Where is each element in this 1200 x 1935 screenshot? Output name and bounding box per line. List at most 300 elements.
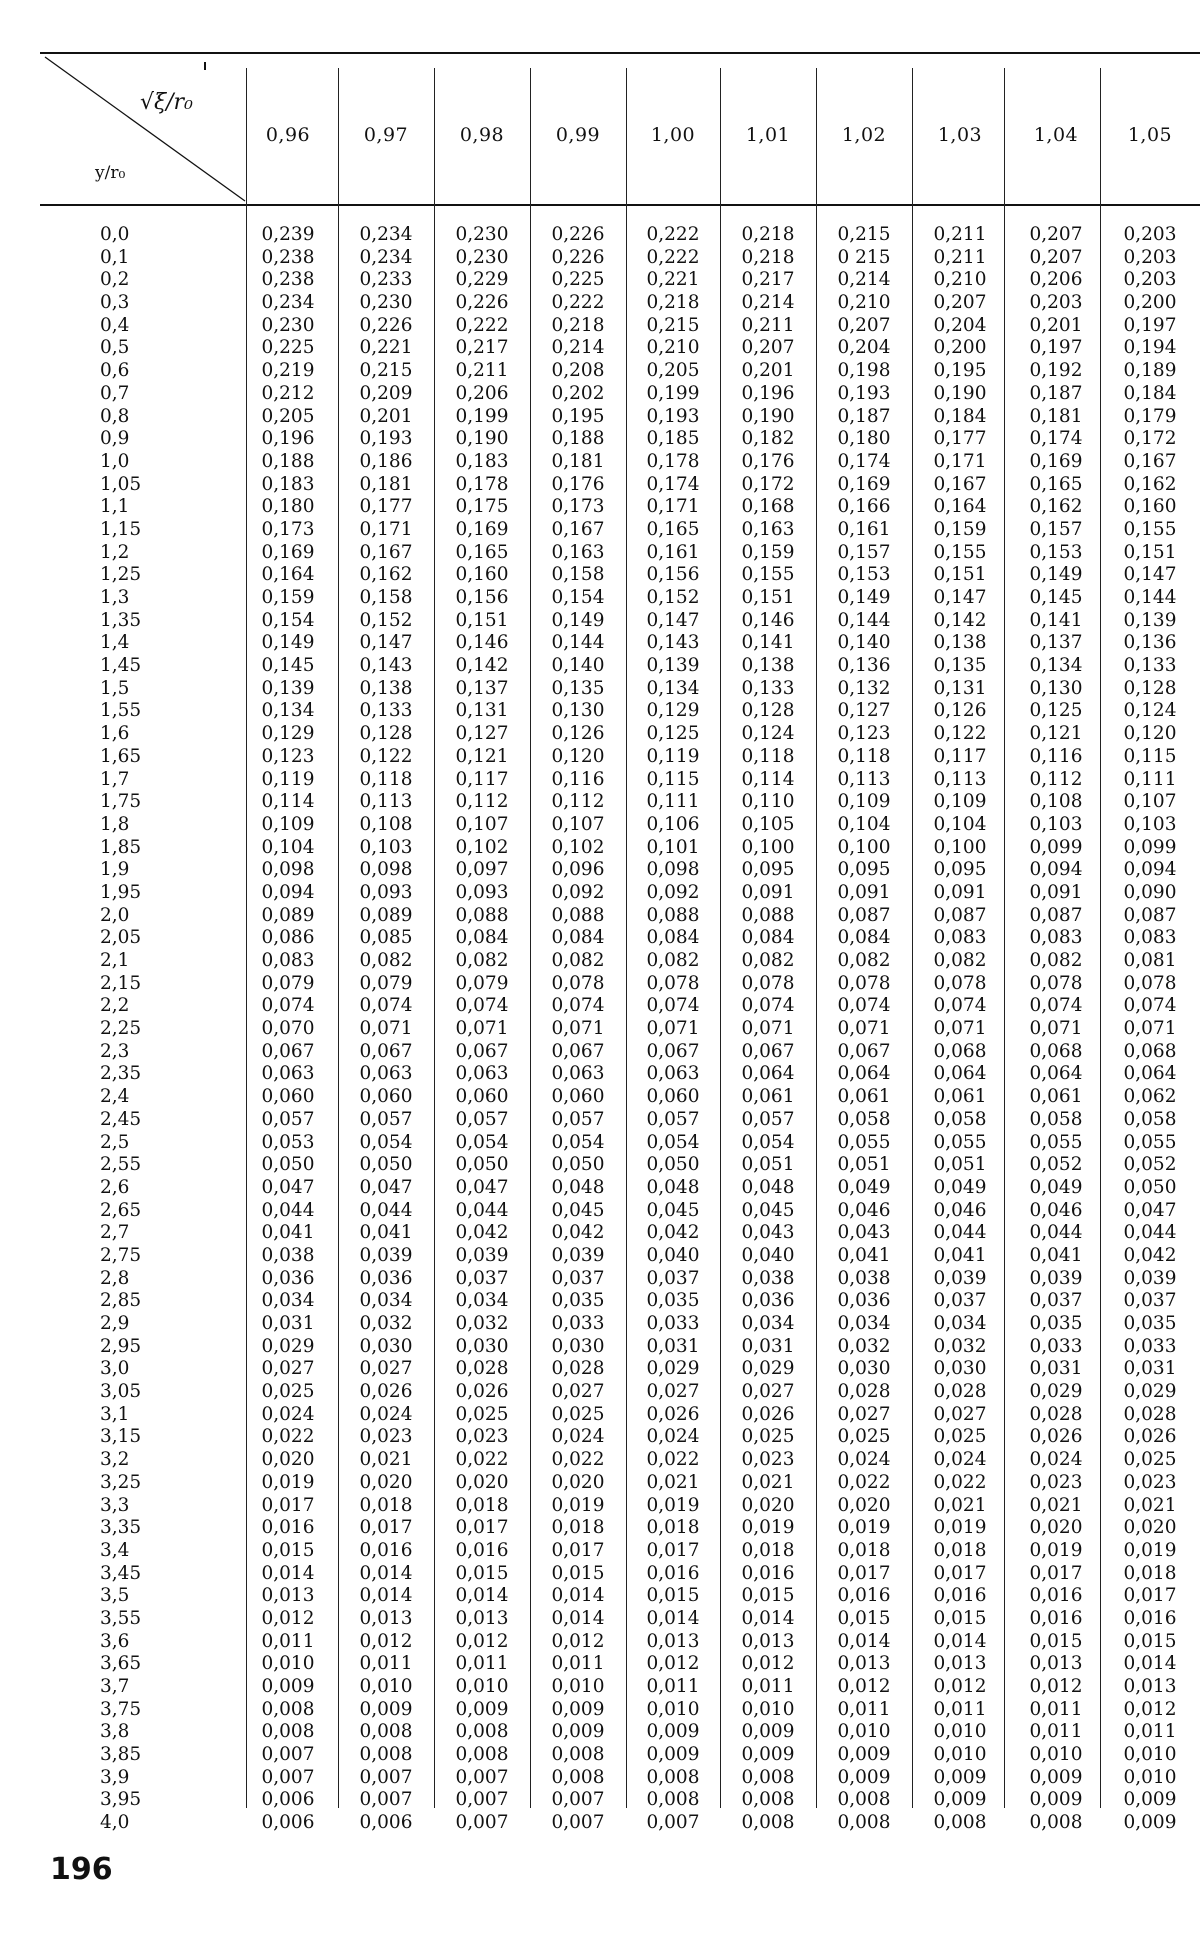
table-cell: 0,044 [1029, 1222, 1083, 1244]
table-cell: 0,222 [646, 246, 700, 268]
table-cell: 0,051 [741, 1154, 795, 1176]
row-label: 2,2 [100, 995, 130, 1017]
table-cell: 0,177 [359, 496, 413, 518]
table-cell: 0,037 [933, 1290, 987, 1312]
table-cell: 0,202 [551, 382, 605, 404]
table-cell: 0,064 [837, 1063, 891, 1085]
row-label: 3,95 [100, 1789, 142, 1811]
table-cell: 0,207 [1029, 224, 1083, 245]
column-header: 1,01 [745, 124, 791, 146]
table-cell: 0,117 [933, 745, 987, 767]
row-label: 2,25 [100, 1018, 142, 1040]
table-cell: 0,086 [261, 927, 315, 949]
table-cell: 0,204 [837, 337, 891, 359]
table-cell: 0,234 [261, 292, 315, 314]
table-cell: 0,022 [933, 1471, 987, 1493]
table-cell: 0,091 [837, 881, 891, 903]
table-cell: 0,009 [837, 1744, 891, 1766]
table-cell: 0,054 [646, 1131, 700, 1153]
table-cell: 0,084 [551, 927, 605, 949]
table-cell: 0,012 [359, 1630, 413, 1652]
table-cell: 0,028 [837, 1381, 891, 1403]
table-cell: 0,028 [455, 1358, 509, 1380]
table-cell: 0,048 [551, 1176, 605, 1198]
table-cell: 0,009 [455, 1698, 509, 1720]
table-cell: 0,082 [1029, 950, 1083, 971]
table-cell: 0,234 [359, 246, 413, 268]
table-cell: 0,046 [933, 1199, 987, 1221]
table-cell: 0,022 [455, 1449, 509, 1471]
table-cell: 0,074 [455, 995, 509, 1017]
table-cell: 0,172 [741, 473, 795, 495]
column-header: 1,03 [937, 124, 983, 146]
table-cell: 0,018 [933, 1539, 987, 1561]
row-label: 0,7 [100, 382, 130, 404]
table-cell: 0,017 [837, 1562, 891, 1584]
row-label: 2,0 [100, 904, 130, 926]
table-cell: 0,044 [933, 1222, 987, 1244]
table-cell: 0,020 [551, 1471, 605, 1493]
table-cell: 0,020 [1029, 1517, 1083, 1539]
table-cell: 0,203 [1123, 224, 1177, 245]
table-cell: 0,071 [1123, 1018, 1177, 1040]
table-cell: 0,028 [551, 1358, 605, 1380]
row-label: 1,1 [100, 496, 130, 518]
table-cell: 0,010 [359, 1676, 413, 1697]
table-cell: 0,064 [933, 1063, 987, 1085]
table-cell: 0,230 [455, 246, 509, 268]
table-cell: 0,016 [837, 1585, 891, 1607]
table-cell: 0,057 [261, 1108, 315, 1130]
table-cell: 0,234 [359, 224, 413, 245]
table-cell: 0,233 [359, 269, 413, 291]
table-cell: 0,020 [1123, 1517, 1177, 1539]
table-cell: 0,042 [551, 1222, 605, 1244]
table-cell: 0,211 [933, 224, 987, 245]
table-cell: 0,008 [933, 1812, 987, 1834]
table-cell: 0,173 [551, 496, 605, 518]
table-cell: 0,010 [741, 1698, 795, 1720]
table-cell: 0,022 [261, 1426, 315, 1448]
table-cell: 0,012 [261, 1607, 315, 1629]
table-cell: 0,089 [261, 904, 315, 926]
table-cell: 0,083 [933, 927, 987, 949]
table-cell: 0,214 [741, 292, 795, 314]
row-label: 1,3 [100, 587, 130, 608]
row-label: 1,2 [100, 541, 130, 563]
table-cell: 0,103 [1123, 813, 1177, 835]
table-cell: 0,226 [551, 246, 605, 268]
table-cell: 0,036 [837, 1290, 891, 1312]
table-cell: 0,087 [1029, 904, 1083, 926]
table-cell: 0,006 [261, 1812, 315, 1834]
table-cell: 0,050 [359, 1154, 413, 1176]
table-cell: 0,018 [837, 1539, 891, 1561]
table-cell: 0 215 [837, 246, 891, 268]
table-cell: 0,139 [646, 655, 700, 677]
table-cell: 0,011 [837, 1698, 891, 1720]
table-cell: 0,084 [837, 927, 891, 949]
table-cell: 0,011 [261, 1630, 315, 1652]
table-cell: 0,074 [837, 995, 891, 1017]
table-cell: 0,033 [1029, 1335, 1083, 1357]
data-column [918, 224, 1002, 1835]
table-cell: 0,187 [1029, 382, 1083, 404]
table-cell: 0,091 [933, 881, 987, 903]
table-cell: 0,127 [837, 700, 891, 722]
table-cell: 0,036 [261, 1267, 315, 1289]
table-cell: 0,146 [741, 609, 795, 631]
table-cell: 0,149 [1029, 564, 1083, 586]
row-label: 1,15 [100, 518, 142, 540]
table-cell: 0,012 [933, 1676, 987, 1697]
table-cell: 0,083 [1123, 927, 1177, 949]
table-cell: 0,078 [837, 972, 891, 994]
table-cell: 0,230 [455, 224, 509, 245]
table-cell: 0,114 [741, 768, 795, 790]
table-cell: 0,087 [1123, 904, 1177, 926]
row-label: 3,45 [100, 1562, 142, 1584]
table-cell: 0,043 [741, 1222, 795, 1244]
table-cell: 0,011 [1123, 1721, 1177, 1743]
table-cell: 0,103 [359, 836, 413, 858]
table-cell: 0,035 [646, 1290, 700, 1312]
table-cell: 0,058 [1123, 1108, 1177, 1130]
table-cell: 0,026 [646, 1403, 700, 1425]
table-cell: 0,124 [1123, 700, 1177, 722]
table-cell: 0,139 [261, 677, 315, 699]
table-cell: 0,030 [837, 1358, 891, 1380]
table-cell: 0,044 [455, 1199, 509, 1221]
table-cell: 0,135 [551, 677, 605, 699]
table-cell: 0,011 [933, 1698, 987, 1720]
table-cell: 0,012 [551, 1630, 605, 1652]
table-cell: 0,071 [359, 1018, 413, 1040]
table-cell: 0,130 [551, 700, 605, 722]
table-cell: 0,013 [837, 1653, 891, 1675]
table-cell: 0,214 [551, 337, 605, 359]
table-cell: 0,152 [646, 587, 700, 608]
data-column [822, 224, 906, 1835]
table-cell: 0,032 [359, 1313, 413, 1334]
table-cell: 0,185 [646, 428, 700, 450]
table-cell: 0,042 [455, 1222, 509, 1244]
table-cell: 0,058 [933, 1108, 987, 1130]
table-cell: 0,145 [1029, 587, 1083, 608]
table-cell: 0,014 [455, 1585, 509, 1607]
table-cell: 0,068 [1123, 1040, 1177, 1062]
table-cell: 0,128 [1123, 677, 1177, 699]
table-cell: 0,144 [551, 632, 605, 654]
table-cell: 0,017 [359, 1517, 413, 1539]
table-cell: 0,021 [646, 1471, 700, 1493]
table-cell: 0,091 [1029, 881, 1083, 903]
table-cell: 0,008 [837, 1789, 891, 1811]
table-cell: 0,014 [646, 1607, 700, 1629]
table-cell: 0,156 [455, 587, 509, 608]
table-cell: 0,207 [1029, 246, 1083, 268]
table-cell: 0,027 [741, 1381, 795, 1403]
table-cell: 0,019 [646, 1494, 700, 1516]
table-cell: 0,068 [933, 1040, 987, 1062]
table-cell: 0,161 [646, 541, 700, 563]
row-label: 0,0 [100, 224, 130, 245]
table-cell: 0,037 [1029, 1290, 1083, 1312]
table-cell: 0,225 [261, 337, 315, 359]
table-cell: 0,141 [741, 632, 795, 654]
table-cell: 0,230 [261, 314, 315, 336]
row-label: 1,5 [100, 677, 130, 699]
column-separator [434, 68, 435, 1808]
table-cell: 0,013 [455, 1607, 509, 1629]
row-label: 2,05 [100, 927, 142, 949]
table-cell: 0,199 [646, 382, 700, 404]
table-cell: 0,104 [933, 813, 987, 835]
table-cell: 0,039 [1029, 1267, 1083, 1289]
table-cell: 0,010 [933, 1721, 987, 1743]
table-cell: 0,142 [455, 655, 509, 677]
table-cell: 0,138 [741, 655, 795, 677]
table-cell: 0,238 [261, 246, 315, 268]
table-cell: 0,126 [933, 700, 987, 722]
table-cell: 0,029 [1029, 1381, 1083, 1403]
table-cell: 0,025 [741, 1426, 795, 1448]
corner-diagonal [0, 0, 260, 210]
table-cell: 0,088 [551, 904, 605, 926]
row-label: 1,65 [100, 745, 142, 767]
table-cell: 0,021 [359, 1449, 413, 1471]
table-cell: 0,190 [741, 405, 795, 427]
table-cell: 0,100 [837, 836, 891, 858]
table-cell: 0,049 [933, 1176, 987, 1198]
corner-bottom-label: y/r₀ [95, 163, 126, 183]
row-label: 1,0 [100, 450, 130, 472]
row-label: 2,85 [100, 1290, 142, 1312]
table-cell: 0,193 [837, 382, 891, 404]
table-cell: 0,179 [1123, 405, 1177, 427]
table-cell: 0,027 [551, 1381, 605, 1403]
table-cell: 0,078 [741, 972, 795, 994]
table-cell: 0,019 [261, 1471, 315, 1493]
table-cell: 0,094 [1123, 859, 1177, 881]
table-cell: 0,019 [933, 1517, 987, 1539]
table-cell: 0,015 [837, 1607, 891, 1629]
table-cell: 0,010 [646, 1698, 700, 1720]
table-cell: 0,210 [933, 269, 987, 291]
table-cell: 0,019 [1029, 1539, 1083, 1561]
table-cell: 0,050 [646, 1154, 700, 1176]
table-cell: 0,071 [455, 1018, 509, 1040]
table-cell: 0,167 [933, 473, 987, 495]
table-cell: 0,020 [261, 1449, 315, 1471]
row-label: 3,8 [100, 1721, 130, 1743]
table-cell: 0,182 [741, 428, 795, 450]
table-cell: 0,016 [1029, 1607, 1083, 1629]
table-cell: 0,044 [1123, 1222, 1177, 1244]
table-cell: 0,147 [1123, 564, 1177, 586]
row-label: 2,65 [100, 1199, 142, 1221]
table-cell: 0,016 [933, 1585, 987, 1607]
table-cell: 0,117 [455, 768, 509, 790]
table-cell: 0,033 [551, 1313, 605, 1334]
table-cell: 0,010 [261, 1653, 315, 1675]
table-cell: 0,108 [359, 813, 413, 835]
table-cell: 0,071 [551, 1018, 605, 1040]
table-cell: 0,096 [551, 859, 605, 881]
table-cell: 0,097 [455, 859, 509, 881]
table-cell: 0,017 [933, 1562, 987, 1584]
table-cell: 0,166 [837, 496, 891, 518]
table-cell: 0,008 [455, 1721, 509, 1743]
table-cell: 0,167 [1123, 450, 1177, 472]
table-cell: 0,015 [1029, 1630, 1083, 1652]
table-cell: 0,014 [1123, 1653, 1177, 1675]
row-label: 3,5 [100, 1585, 130, 1607]
row-label: 1,55 [100, 700, 142, 722]
column-header: 1,02 [841, 124, 887, 146]
table-cell: 0,037 [1123, 1290, 1177, 1312]
table-cell: 0,048 [646, 1176, 700, 1198]
table-cell: 0,160 [455, 564, 509, 586]
table-cell: 0,181 [551, 450, 605, 472]
table-cell: 0,070 [261, 1018, 315, 1040]
table-cell: 0,024 [551, 1426, 605, 1448]
table-cell: 0,061 [837, 1086, 891, 1108]
table-cell: 0,151 [741, 587, 795, 608]
table-cell: 0,018 [455, 1494, 509, 1516]
table-cell: 0,205 [261, 405, 315, 427]
table-cell: 0,016 [1123, 1607, 1177, 1629]
table-cell: 0,032 [933, 1335, 987, 1357]
row-label: 3,05 [100, 1381, 142, 1403]
table-cell: 0,112 [551, 791, 605, 813]
table-cell: 0,035 [1029, 1313, 1083, 1334]
row-label: 3,9 [100, 1766, 130, 1788]
table-cell: 0,091 [741, 881, 795, 903]
row-label: 0,3 [100, 292, 130, 314]
table-cell: 0,009 [551, 1698, 605, 1720]
row-label: 1,9 [100, 859, 130, 881]
table-cell: 0,034 [261, 1290, 315, 1312]
table-cell: 0,024 [646, 1426, 700, 1448]
table-cell: 0,014 [837, 1630, 891, 1652]
table-cell: 0,024 [359, 1403, 413, 1425]
table-cell: 0,048 [741, 1176, 795, 1198]
table-cell: 0,100 [933, 836, 987, 858]
table-cell: 0,210 [646, 337, 700, 359]
table-cell: 0,011 [646, 1676, 700, 1697]
table-cell: 0,121 [455, 745, 509, 767]
table-cell: 0,218 [551, 314, 605, 336]
table-cell: 0,119 [261, 768, 315, 790]
table-cell: 0,064 [1123, 1063, 1177, 1085]
table-cell: 0,022 [837, 1471, 891, 1493]
table-cell: 0,009 [1029, 1766, 1083, 1788]
table-cell: 0,180 [261, 496, 315, 518]
table-cell: 0,135 [933, 655, 987, 677]
page-number: 196 [50, 1852, 113, 1887]
table-cell: 0,026 [741, 1403, 795, 1425]
table-cell: 0,127 [455, 723, 509, 745]
table-cell: 0,152 [359, 609, 413, 631]
table-cell: 0,016 [261, 1517, 315, 1539]
row-label: 0,5 [100, 337, 130, 359]
table-cell: 0,203 [1123, 246, 1177, 268]
table-cell: 0,222 [455, 314, 509, 336]
table-cell: 0,082 [837, 950, 891, 971]
table-cell: 0,009 [1029, 1789, 1083, 1811]
table-cell: 0,101 [646, 836, 700, 858]
table-cell: 0,107 [551, 813, 605, 835]
table-cell: 0,178 [455, 473, 509, 495]
table-cell: 0,088 [646, 904, 700, 926]
row-label: 2,9 [100, 1313, 130, 1334]
table-cell: 0,055 [837, 1131, 891, 1153]
table-cell: 0,038 [741, 1267, 795, 1289]
row-label: 2,7 [100, 1222, 130, 1244]
table-cell: 0,111 [1123, 768, 1177, 790]
table-cell: 0,031 [1123, 1358, 1177, 1380]
table-cell: 0,009 [933, 1766, 987, 1788]
table-cell: 0,074 [359, 995, 413, 1017]
table-cell: 0,037 [646, 1267, 700, 1289]
table-cell: 0,106 [646, 813, 700, 835]
table-cell: 0,007 [455, 1789, 509, 1811]
table-cell: 0,029 [1123, 1381, 1177, 1403]
table-cell: 0,009 [261, 1676, 315, 1697]
table-cell: 0,006 [359, 1812, 413, 1834]
table-cell: 0,071 [837, 1018, 891, 1040]
table-cell: 0,007 [359, 1766, 413, 1788]
table-cell: 0,190 [933, 382, 987, 404]
data-column [440, 224, 524, 1835]
table-cell: 0,143 [359, 655, 413, 677]
table-cell: 0,133 [1123, 655, 1177, 677]
table-cell: 0,010 [1123, 1744, 1177, 1766]
column-header: 1,05 [1127, 124, 1173, 146]
table-cell: 0,012 [1123, 1698, 1177, 1720]
table-cell: 0,131 [455, 700, 509, 722]
table-cell: 0,045 [551, 1199, 605, 1221]
table-cell: 0,147 [933, 587, 987, 608]
table-cell: 0,011 [359, 1653, 413, 1675]
table-cell: 0,196 [741, 382, 795, 404]
table-cell: 0,025 [1123, 1449, 1177, 1471]
table-cell: 0,155 [933, 541, 987, 563]
table-cell: 0,010 [837, 1721, 891, 1743]
table-cell: 0,169 [455, 518, 509, 540]
table-cell: 0,203 [1123, 269, 1177, 291]
table-cell: 0,024 [837, 1449, 891, 1471]
table-cell: 0,051 [837, 1154, 891, 1176]
table-cell: 0,177 [933, 428, 987, 450]
table-cell: 0,050 [455, 1154, 509, 1176]
table-cell: 0,027 [261, 1358, 315, 1380]
table-cell: 0,074 [1123, 995, 1177, 1017]
table-cell: 0,023 [359, 1426, 413, 1448]
table-cell: 0,010 [933, 1744, 987, 1766]
table-cell: 0,049 [1029, 1176, 1083, 1198]
table-cell: 0,132 [837, 677, 891, 699]
table-cell: 0,009 [933, 1789, 987, 1811]
table-cell: 0,014 [359, 1585, 413, 1607]
table-cell: 0,016 [1029, 1585, 1083, 1607]
table-cell: 0,221 [359, 337, 413, 359]
table-cell: 0,038 [837, 1267, 891, 1289]
table-cell: 0,027 [646, 1381, 700, 1403]
table-cell: 0,036 [359, 1267, 413, 1289]
table-cell: 0,035 [551, 1290, 605, 1312]
